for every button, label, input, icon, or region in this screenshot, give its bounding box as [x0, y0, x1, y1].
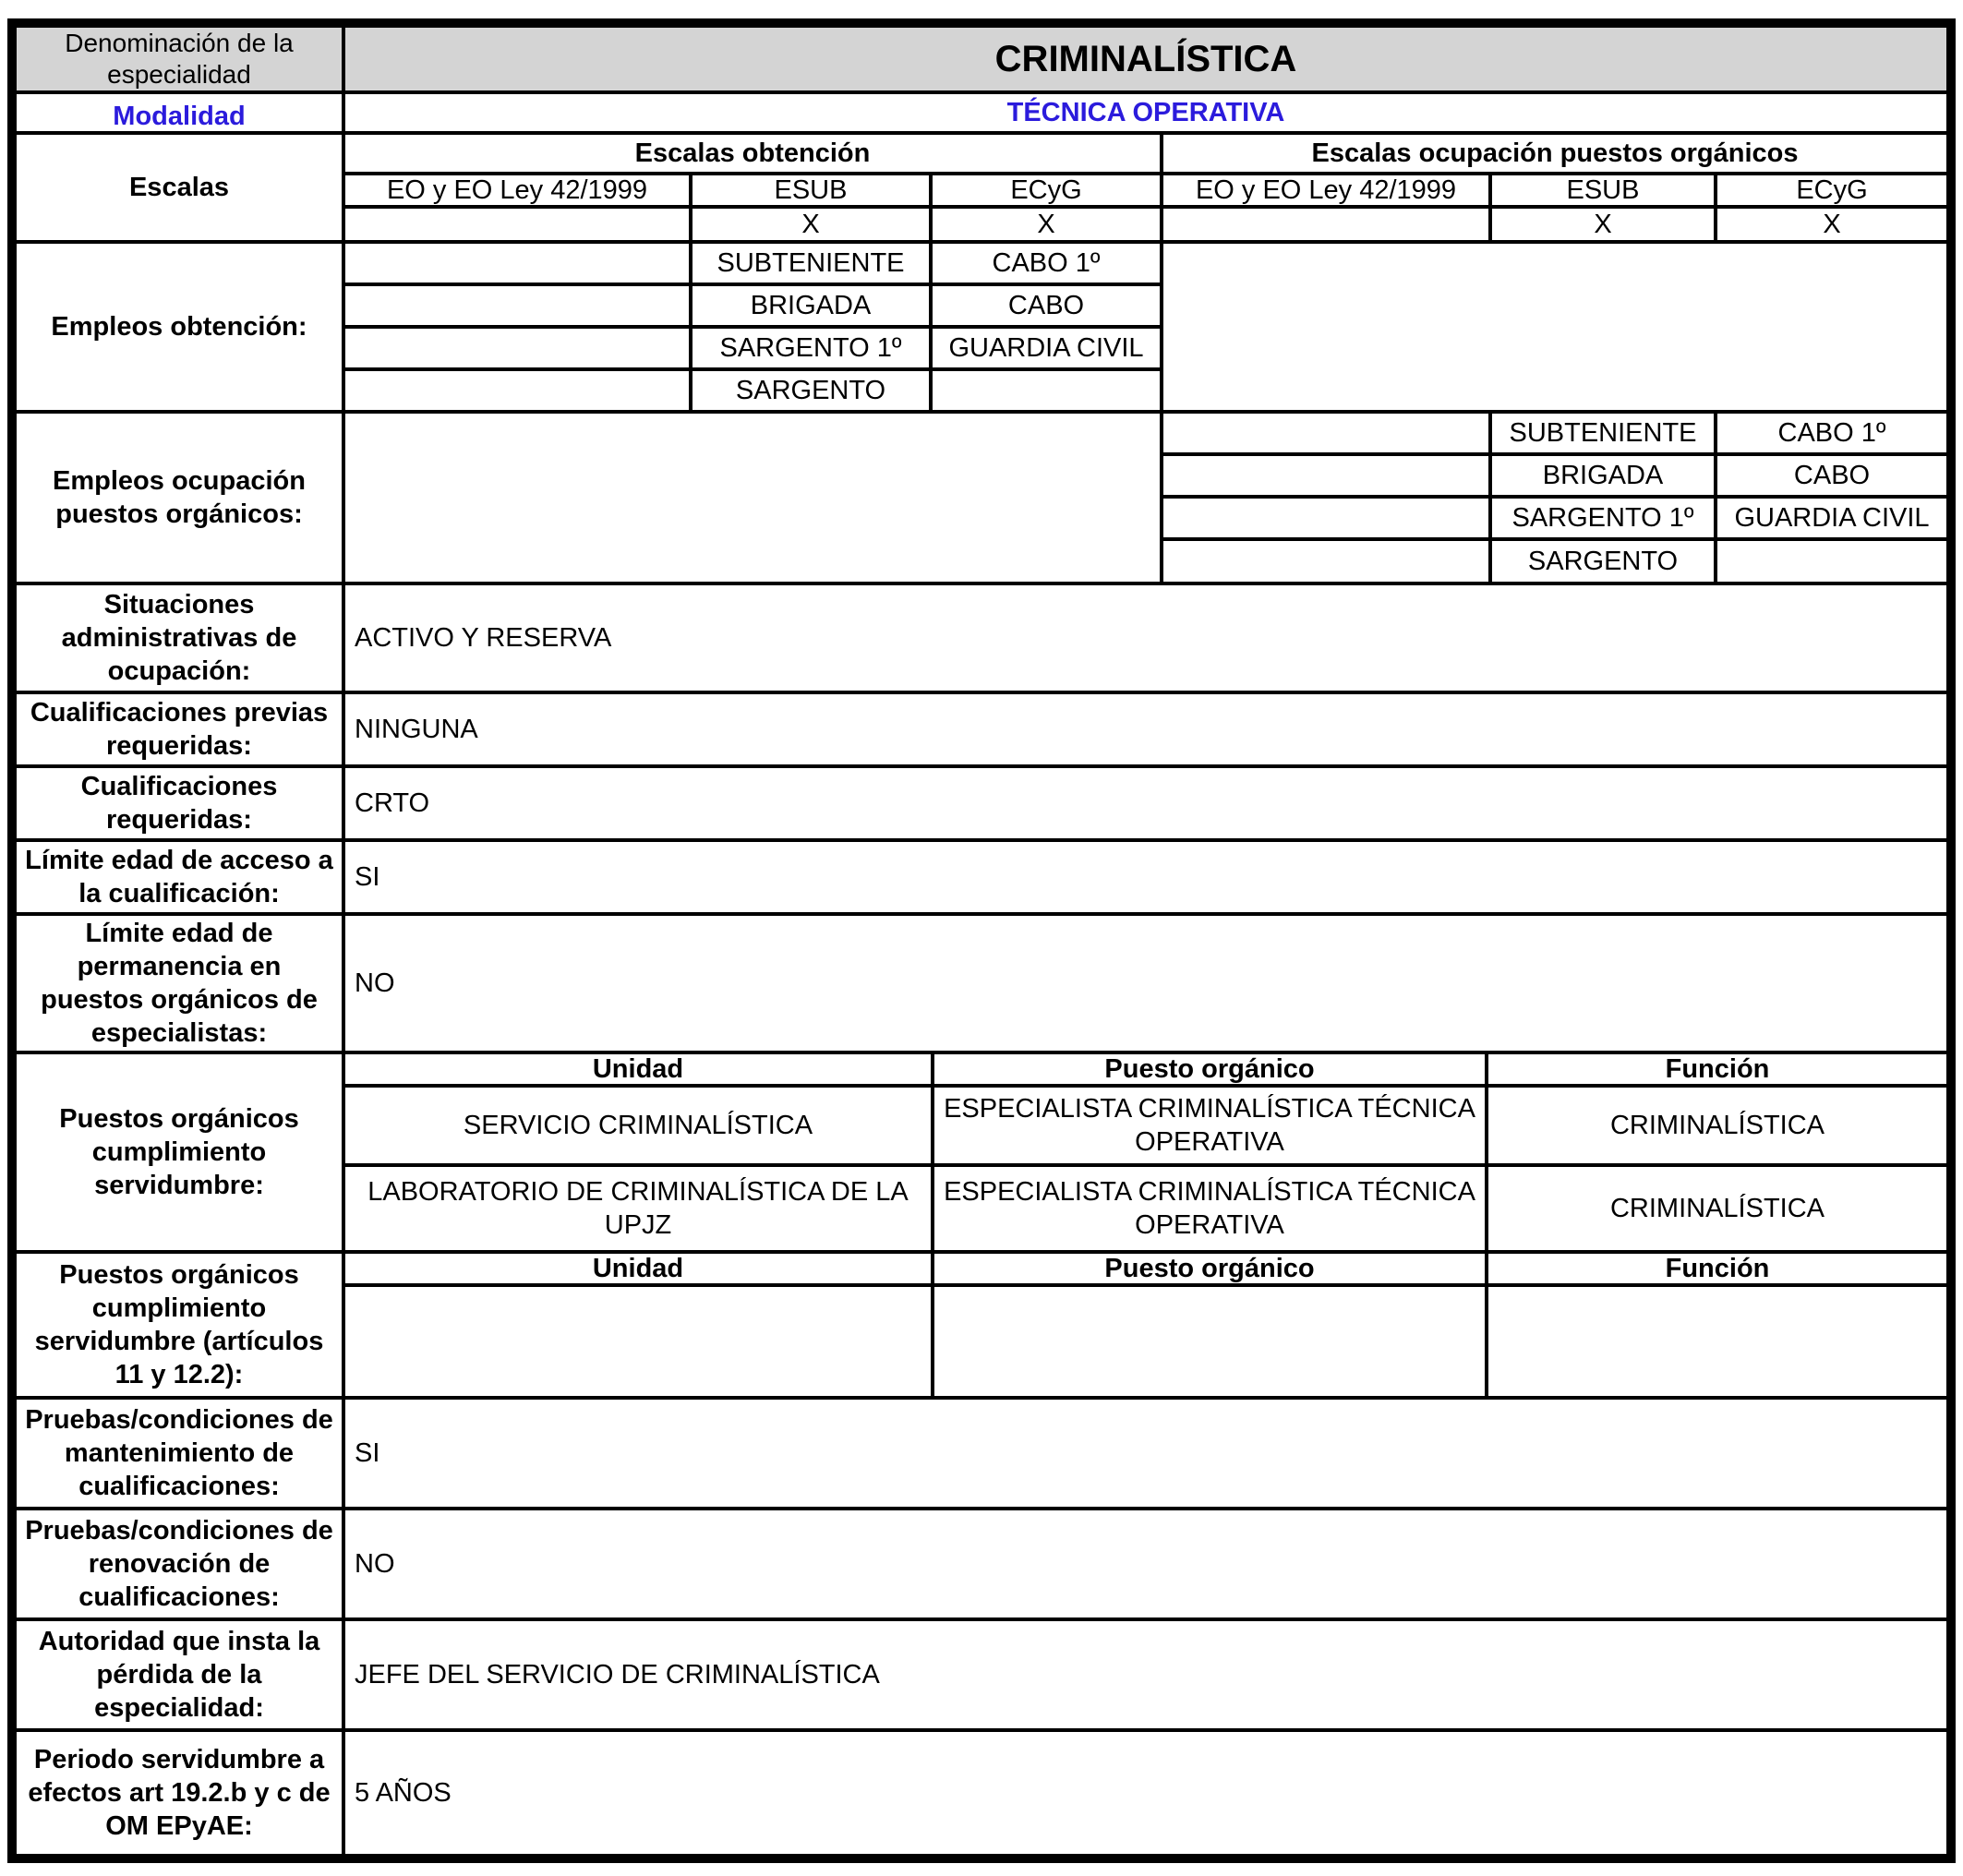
- escala-col-header: ECyG: [933, 175, 1160, 205]
- limite-permanencia-value: NO: [345, 916, 1946, 1051]
- denominacion-label: Denominación de la especialidad: [17, 28, 342, 90]
- especialidad-form: [7, 18, 1956, 1863]
- limite-permanencia-label: Límite edad de permanencia en puestos orgánicos de especialistas:: [17, 916, 342, 1051]
- escala-col-header: ESUB: [692, 175, 929, 205]
- empleo-cell: GUARDIA CIVIL: [1717, 499, 1946, 537]
- puestos-servidumbre-label: Puestos orgánicos cumplimiento servidumbre:: [17, 1054, 342, 1250]
- empleos-obtencion-label: Empleos obtención:: [17, 244, 342, 410]
- table-cell: [934, 1287, 1485, 1396]
- column-header-unidad: Unidad: [345, 1054, 931, 1084]
- situaciones-label: Situaciones administrativas de ocupación:: [17, 585, 342, 691]
- empleo-cell: SARGENTO: [1492, 541, 1714, 582]
- table-cell: LABORATORIO DE CRIMINALÍSTICA DE LA UPJZ: [345, 1167, 931, 1250]
- limite-acceso-value: SI: [345, 842, 1946, 912]
- column-header-puesto: Puesto orgánico: [934, 1054, 1485, 1084]
- modalidad-label: Modalidad: [17, 94, 342, 131]
- periodo-label: Periodo servidumbre a efectos art 19.2.b y c de OM EPyAE:: [17, 1732, 342, 1854]
- empleo-cell: GUARDIA CIVIL: [933, 329, 1160, 367]
- empleo-blank-area: [1163, 244, 1946, 410]
- empleo-cell: CABO 1º: [933, 244, 1160, 283]
- empleos-ocupacion-label: Empleos ocupación puestos orgánicos:: [17, 414, 342, 582]
- autoridad-value: JEFE DEL SERVICIO DE CRIMINALÍSTICA: [345, 1621, 1946, 1728]
- limite-acceso-label: Límite edad de acceso a la cualificación:: [17, 842, 342, 912]
- empleo-cell: SARGENTO 1º: [692, 329, 929, 367]
- empleo-cell: CABO: [1717, 456, 1946, 495]
- pruebas-mantenimiento-value: SI: [345, 1400, 1946, 1507]
- escalas-ocupacion-header: Escalas ocupación puestos orgánicos: [1163, 135, 1946, 172]
- empleo-cell: BRIGADA: [1492, 456, 1714, 495]
- pruebas-renovacion-value: NO: [345, 1510, 1946, 1617]
- table-cell: CRIMINALÍSTICA: [1488, 1167, 1946, 1250]
- escala-mark: X: [1492, 209, 1714, 240]
- escala-mark: X: [692, 209, 929, 240]
- escala-mark: X: [933, 209, 1160, 240]
- pruebas-renovacion-label: Pruebas/condiciones de renovación de cualificaciones:: [17, 1510, 342, 1617]
- table-cell: [1488, 1287, 1946, 1396]
- empleo-cell: [1163, 541, 1488, 582]
- cualif-requeridas-label: Cualificaciones requeridas:: [17, 768, 342, 838]
- table-cell: CRIMINALÍSTICA: [1488, 1088, 1946, 1163]
- situaciones-value: ACTIVO Y RESERVA: [345, 585, 1946, 691]
- cualif-previas-label: Cualificaciones previas requeridas:: [17, 694, 342, 764]
- empleo-cell: BRIGADA: [692, 286, 929, 325]
- pruebas-mantenimiento-label: Pruebas/condiciones de mantenimiento de cualificaciones:: [17, 1400, 342, 1507]
- table-cell: [345, 1287, 931, 1396]
- table-cell: SERVICIO CRIMINALÍSTICA: [345, 1088, 931, 1163]
- empleo-cell: [345, 244, 689, 283]
- periodo-value: 5 AÑOS: [345, 1732, 1946, 1854]
- puestos-articulos-label: Puestos orgánicos cumplimiento servidumbre (artículos 11 y 12.2):: [17, 1254, 342, 1396]
- escala-col-header: ESUB: [1492, 175, 1714, 205]
- empleo-cell: [1163, 456, 1488, 495]
- empleo-cell: [345, 286, 689, 325]
- table-cell: ESPECIALISTA CRIMINALÍSTICA TÉCNICA OPERATIVA: [934, 1088, 1485, 1163]
- empleo-cell: [1163, 499, 1488, 537]
- column-header-puesto: Puesto orgánico: [934, 1254, 1485, 1283]
- empleo-cell: [1163, 414, 1488, 452]
- escala-mark: [1163, 209, 1488, 240]
- column-header-funcion: Función: [1488, 1054, 1946, 1084]
- escala-mark: [345, 209, 689, 240]
- modalidad-value: TÉCNICA OPERATIVA: [345, 94, 1946, 131]
- empleo-cell: CABO 1º: [1717, 414, 1946, 452]
- empleo-blank-area: [345, 414, 1160, 582]
- escala-mark: X: [1717, 209, 1946, 240]
- escalas-obtencion-header: Escalas obtención: [345, 135, 1160, 172]
- column-header-unidad: Unidad: [345, 1254, 931, 1283]
- escala-col-header: EO y EO Ley 42/1999: [1163, 175, 1488, 205]
- autoridad-label: Autoridad que insta la pérdida de la especialidad:: [17, 1621, 342, 1728]
- empleo-cell: SARGENTO 1º: [1492, 499, 1714, 537]
- empleo-cell: SUBTENIENTE: [1492, 414, 1714, 452]
- table-cell: ESPECIALISTA CRIMINALÍSTICA TÉCNICA OPERATIVA: [934, 1167, 1485, 1250]
- escala-col-header: EO y EO Ley 42/1999: [345, 175, 689, 205]
- column-header-funcion: Función: [1488, 1254, 1946, 1283]
- empleo-cell: SARGENTO: [692, 371, 929, 410]
- especialidad-title: CRIMINALÍSTICA: [345, 28, 1946, 90]
- empleo-cell: [345, 371, 689, 410]
- empleo-cell: [345, 329, 689, 367]
- cualif-previas-value: NINGUNA: [345, 694, 1946, 764]
- empleo-cell: [1717, 541, 1946, 582]
- escalas-label: Escalas: [17, 135, 342, 240]
- empleo-cell: [933, 371, 1160, 410]
- empleo-cell: CABO: [933, 286, 1160, 325]
- cualif-requeridas-value: CRTO: [345, 768, 1946, 838]
- empleo-cell: SUBTENIENTE: [692, 244, 929, 283]
- escala-col-header: ECyG: [1717, 175, 1946, 205]
